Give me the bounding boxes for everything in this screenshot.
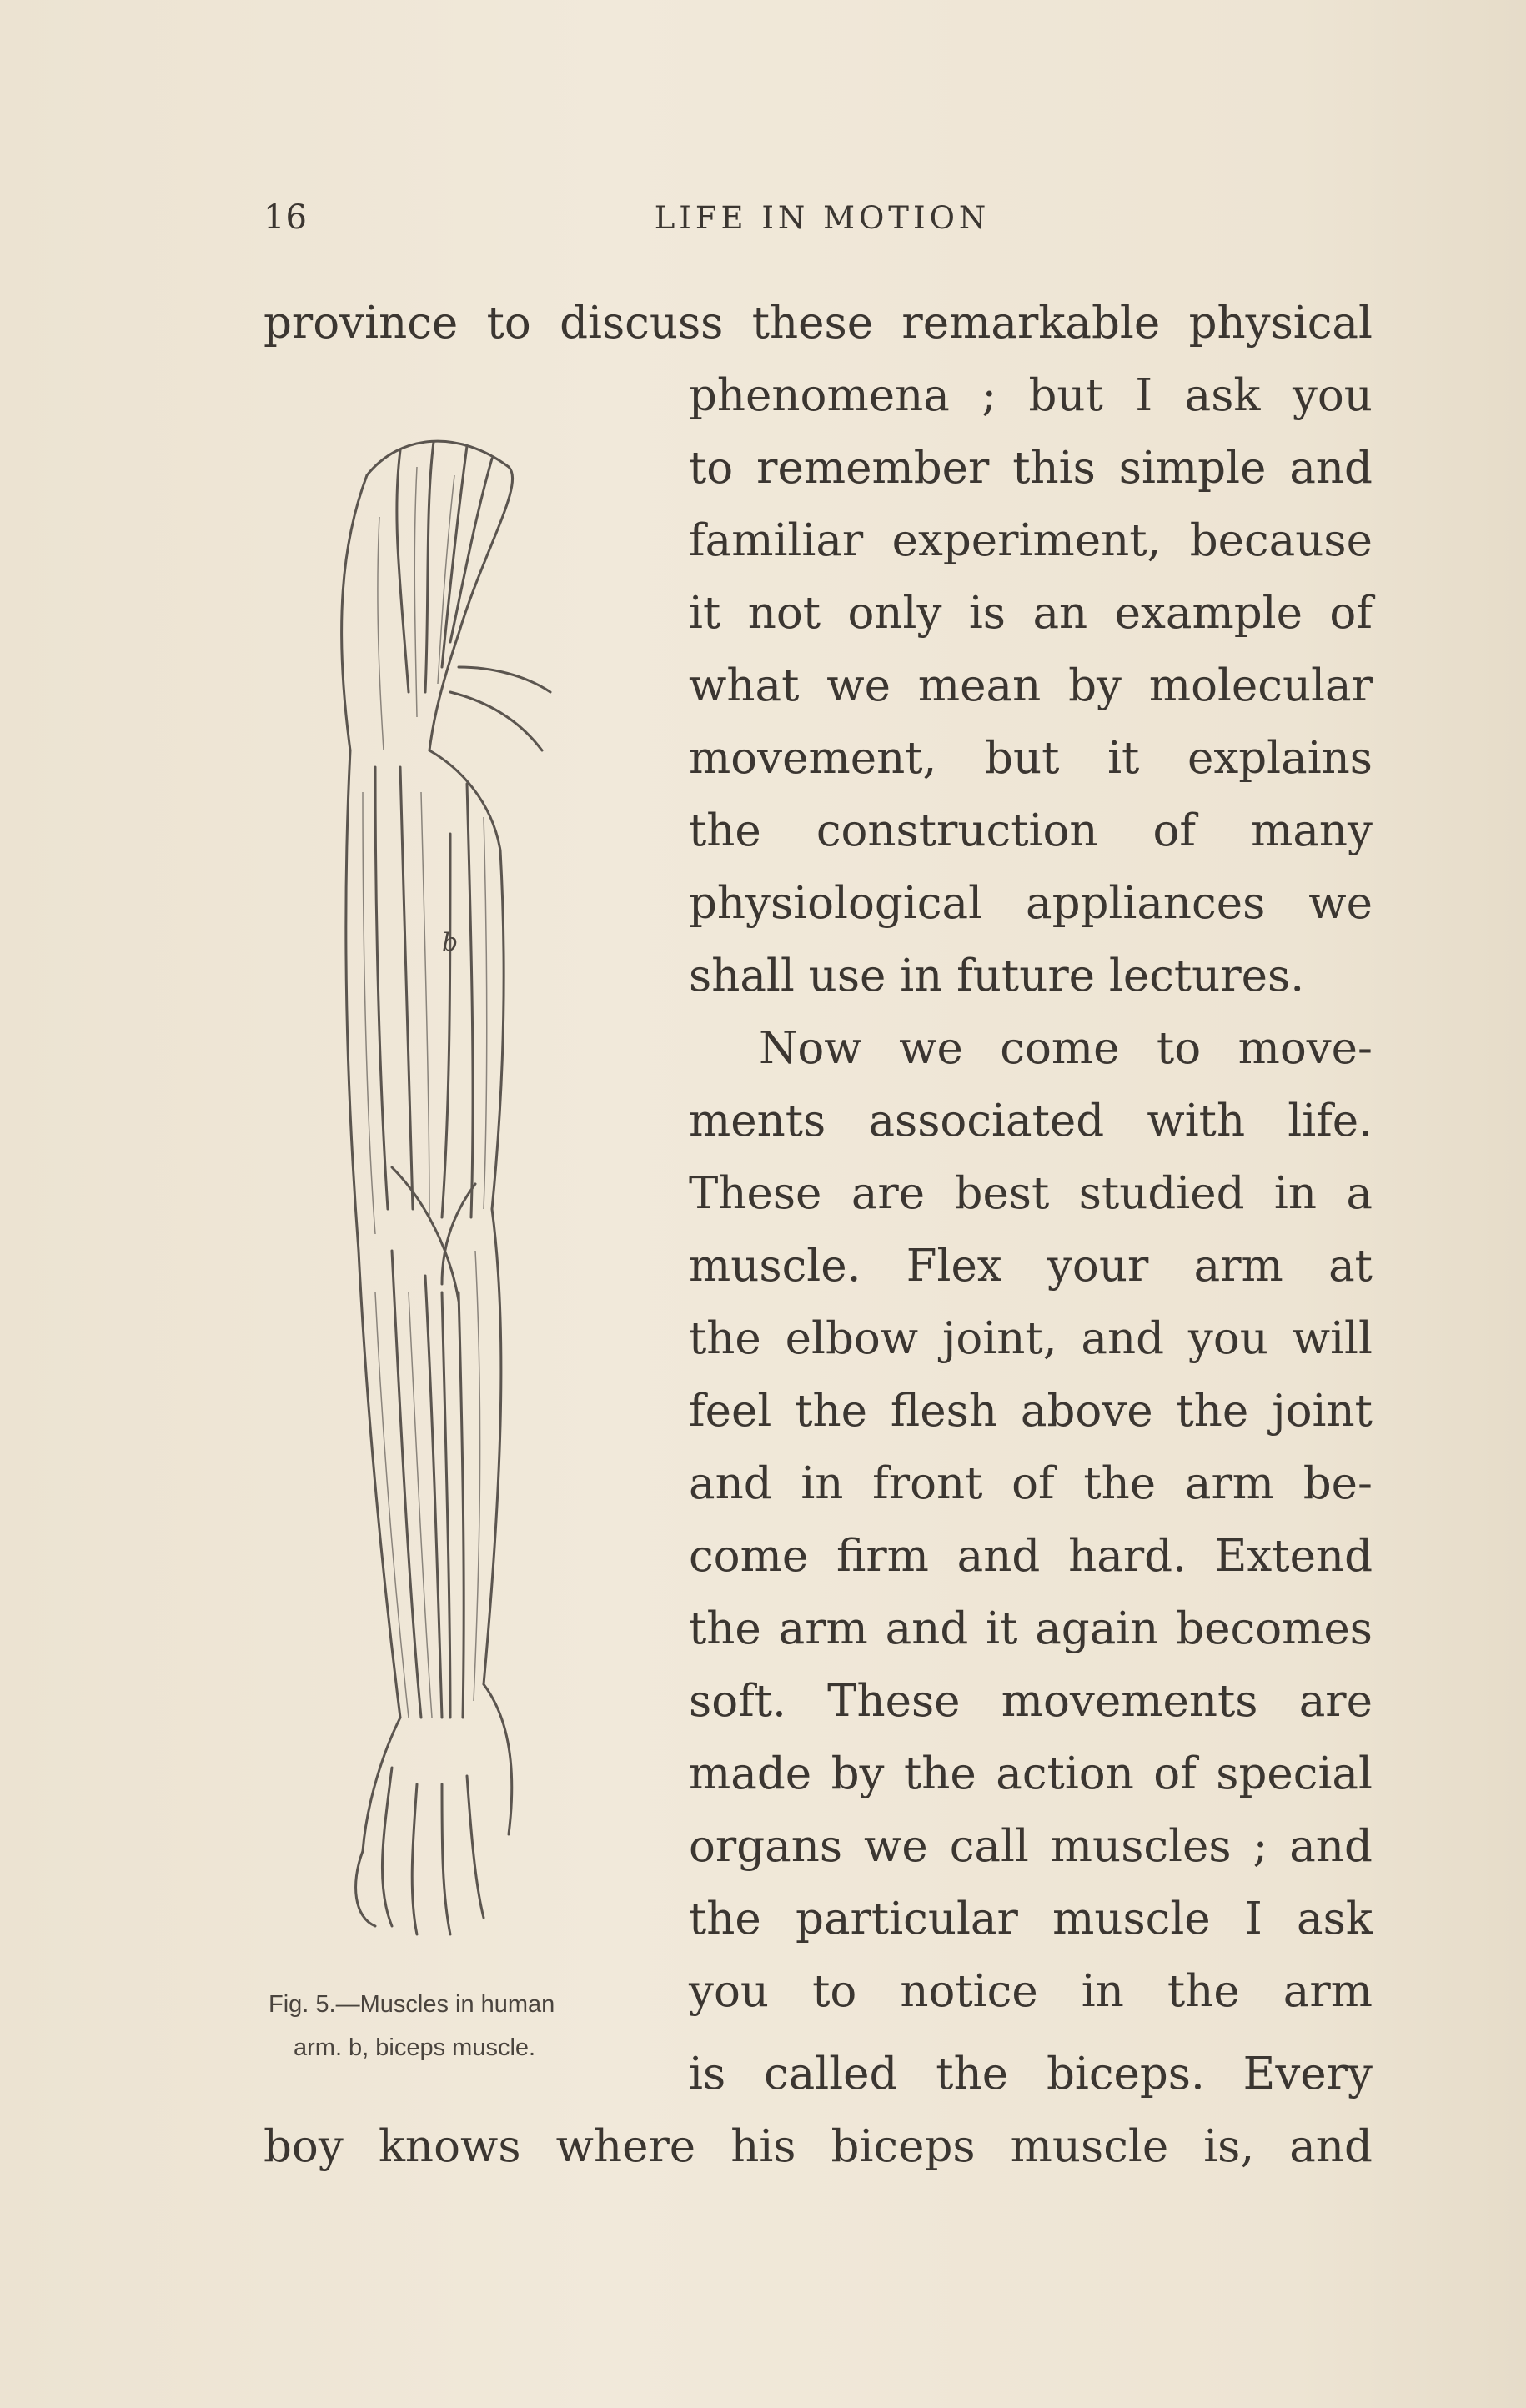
word: by [831, 1748, 885, 1799]
word: I [1244, 1894, 1262, 1944]
text-line [689, 1242, 1373, 1292]
word: the [936, 2049, 1009, 2099]
word: muscle. [689, 1241, 861, 1292]
word: firm [836, 1531, 929, 1582]
word: and [1081, 1313, 1165, 1364]
word: appliances [1025, 878, 1266, 929]
word: the [795, 1386, 868, 1437]
word: you [1292, 370, 1373, 421]
text-line [264, 298, 1373, 349]
word: muscle [1052, 1894, 1211, 1944]
word: to [812, 1966, 857, 2017]
word: physical [1188, 298, 1373, 349]
word: the [903, 1748, 976, 1799]
word: movement, [689, 733, 937, 784]
text-line [689, 1459, 1373, 1509]
word: Every [1242, 2049, 1373, 2099]
word: be- [1303, 1458, 1373, 1509]
word: to [1156, 1023, 1202, 1074]
word: elbow [785, 1313, 919, 1364]
word: this [1012, 443, 1096, 494]
word: it [689, 588, 721, 639]
word: experiment, [891, 515, 1162, 566]
paragraph-start-line [759, 1024, 1373, 1074]
text-line [689, 1604, 1373, 1654]
word: of [1152, 805, 1197, 856]
word: notice [900, 1966, 1038, 2017]
text-line [689, 589, 1373, 639]
word: soft. [689, 1676, 786, 1727]
word: at [1328, 1241, 1373, 1292]
text-line [689, 1677, 1373, 1727]
word: these [751, 298, 874, 349]
page-header [264, 198, 1381, 248]
word: arm [1283, 1966, 1373, 2017]
word: a [1346, 1168, 1373, 1219]
word: in [1081, 1966, 1124, 2017]
word: molecular [1148, 660, 1373, 711]
word: discuss [560, 298, 724, 349]
word: biceps [831, 2121, 976, 2172]
word: move- [1237, 1023, 1373, 1074]
word: it [1107, 733, 1140, 784]
word: the [689, 805, 761, 856]
page-number: 16 [264, 198, 308, 237]
text-line [689, 1532, 1373, 1582]
word: best [954, 1168, 1050, 1219]
word: and [885, 1603, 969, 1654]
word: hard. [1068, 1531, 1187, 1582]
word: knows [378, 2121, 521, 2172]
word: Extend [1214, 1531, 1373, 1582]
text-line [689, 2049, 1373, 2099]
word: it [986, 1603, 1018, 1654]
text-line [689, 1169, 1373, 1219]
word: where [555, 2121, 696, 2172]
arm-muscles-illustration [317, 417, 650, 1959]
text-line [689, 1096, 1373, 1146]
word: the [689, 1894, 761, 1944]
word: Flex [906, 1241, 1002, 1292]
word: is [689, 2049, 726, 2099]
figure-caption [269, 1983, 660, 2069]
text-line [689, 1387, 1373, 1437]
word: made [689, 1748, 812, 1799]
word: in [1273, 1168, 1317, 1219]
word: only [847, 588, 942, 639]
word: of [1153, 1748, 1197, 1799]
word: special [1216, 1748, 1373, 1799]
word: physiological [689, 878, 983, 929]
word: familiar [689, 515, 864, 566]
word: called [763, 2049, 898, 2099]
text-line [689, 1314, 1373, 1364]
word: an [1032, 588, 1088, 639]
text-line [689, 444, 1373, 494]
word: particular [796, 1894, 1018, 1944]
text-line: shall use in future lectures. [689, 951, 1305, 1001]
word: and [1289, 443, 1373, 494]
word: your [1047, 1241, 1149, 1292]
word: the [689, 1603, 761, 1654]
word: many [1251, 805, 1373, 856]
word: you [689, 1966, 769, 2017]
text-line [689, 734, 1373, 784]
word: movements [1001, 1676, 1258, 1727]
word: we [1308, 878, 1373, 929]
word: life. [1288, 1096, 1373, 1146]
word: because [1189, 515, 1373, 566]
word: with [1147, 1096, 1246, 1146]
word: the [1083, 1458, 1157, 1509]
word: simple [1118, 443, 1267, 494]
word: front [872, 1458, 983, 1509]
word: you [1187, 1313, 1268, 1364]
word: but [1028, 370, 1103, 421]
word: muscles [1050, 1821, 1232, 1872]
word: remember [756, 443, 990, 494]
word: arm [778, 1603, 868, 1654]
word: ; [981, 370, 997, 421]
word: the [1167, 1966, 1240, 2017]
text-line [689, 1749, 1373, 1799]
word: explains [1187, 733, 1373, 784]
text-line [689, 1894, 1373, 1944]
word: ments [689, 1096, 826, 1146]
text-line [264, 2122, 1373, 2172]
word: we [899, 1023, 963, 1074]
word: we [826, 660, 891, 711]
word: organs [689, 1821, 843, 1872]
word: of [1329, 588, 1373, 639]
running-head: LIFE IN MOTION [654, 200, 991, 236]
caption-line: Fig. 5.—Muscles in human [269, 1991, 555, 2018]
word: feel [689, 1386, 772, 1437]
word: in [801, 1458, 844, 1509]
word: we [864, 1821, 928, 1872]
word: arm [1184, 1458, 1275, 1509]
word: will [1292, 1313, 1373, 1364]
word: boy [264, 2121, 344, 2172]
word: action [996, 1748, 1134, 1799]
word: the [689, 1313, 761, 1364]
word: biceps. [1046, 2049, 1205, 2099]
word: are [1298, 1676, 1373, 1727]
word: and [689, 1458, 772, 1509]
word: above [1020, 1386, 1153, 1437]
figure-label-b: b [442, 928, 459, 957]
word: and [1289, 2121, 1373, 2172]
word: to [689, 443, 734, 494]
word: call [949, 1821, 1029, 1872]
word: Now [759, 1023, 862, 1074]
word: mean [917, 660, 1042, 711]
word: again [1035, 1603, 1159, 1654]
word: is [968, 588, 1006, 639]
text-line [689, 1967, 1373, 2017]
text-line [689, 1822, 1373, 1872]
word: come [689, 1531, 809, 1582]
word: I [1135, 370, 1153, 421]
word: ask [1297, 1894, 1373, 1944]
word: and [956, 1531, 1041, 1582]
word: are [851, 1168, 926, 1219]
word: arm [1193, 1241, 1283, 1292]
text-line [689, 516, 1373, 566]
word: and [1289, 1821, 1373, 1872]
word: to [486, 298, 531, 349]
word: remarkable [901, 298, 1161, 349]
word: phenomena [689, 370, 950, 421]
word: the [1176, 1386, 1249, 1437]
text-line [689, 661, 1373, 711]
word: example [1114, 588, 1303, 639]
text-line [689, 371, 1373, 421]
word: joint [1272, 1386, 1373, 1437]
word: ; [1252, 1821, 1268, 1872]
word: his [730, 2121, 796, 2172]
word: construction [816, 805, 1098, 856]
word: ask [1184, 370, 1261, 421]
word: These [689, 1168, 822, 1219]
word: muscle [1010, 2121, 1169, 2172]
word: associated [868, 1096, 1105, 1146]
word: but [985, 733, 1060, 784]
word: province [264, 298, 459, 349]
word: what [689, 660, 800, 711]
word: not [747, 588, 821, 639]
word: come [1000, 1023, 1120, 1074]
word: of [1011, 1458, 1055, 1509]
text-line [689, 806, 1373, 856]
text-line [689, 879, 1373, 929]
word: becomes [1176, 1603, 1373, 1654]
word: joint, [942, 1313, 1057, 1364]
word: flesh [890, 1386, 997, 1437]
word: by [1068, 660, 1122, 711]
word: studied [1078, 1168, 1245, 1219]
word: These [827, 1676, 961, 1727]
caption-line: arm. b, biceps muscle. [294, 2034, 536, 2061]
word: is, [1203, 2121, 1255, 2172]
